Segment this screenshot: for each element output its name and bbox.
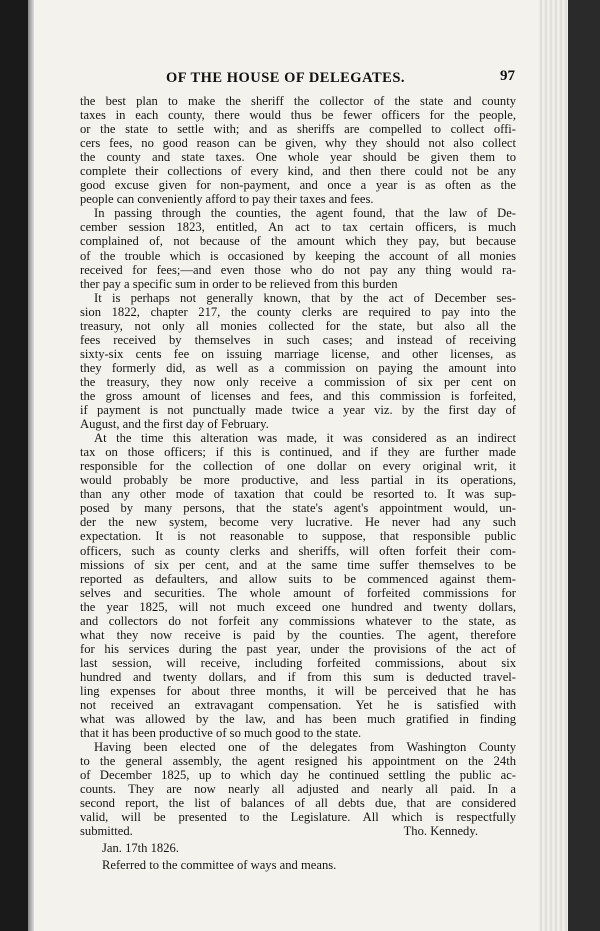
closing-signature-line <box>80 824 516 838</box>
text-line: the year 1825, will not much exceed one hundred and twenty dollars, <box>80 599 516 614</box>
text-line: than any other mode of taxation that could be resorted to. It was sup- <box>80 487 516 502</box>
text-line: expectation. It is not reasonable to suppose, that responsible public <box>80 529 516 544</box>
text-line: the best plan to make the sheriff the collector of the state and county <box>80 94 516 108</box>
date-line: Jan. 17th 1826. <box>102 841 179 856</box>
body-text <box>80 94 516 874</box>
text-line: At the time this alteration was made, it was considered as an indirect <box>94 431 516 446</box>
text-line: Having been elected one of the delegates from Washington County <box>94 740 516 755</box>
text-line: complained of, not because of the amount which they pay, but because <box>80 234 516 249</box>
text-line: treasury, not only all monies collected for the state, but also all the <box>80 318 516 333</box>
text-line: complete their collections of every kind, and then there could not be any <box>80 164 516 179</box>
text-line: missions of six per cent, and at the same time suffer themselves to be <box>80 557 516 572</box>
text-line: hundred and twenty dollars, and if from this sum is deducted travel- <box>80 669 516 684</box>
text-line: they formerly did, as well as a commission on paying the amount into <box>80 360 516 375</box>
scan-background-right <box>568 0 600 931</box>
text-line: last session, will receive, including forfeited commissions, about six <box>80 655 516 670</box>
text-line: der the new system, become very lucrative. He never had any such <box>80 515 516 530</box>
text-line: selves and securities. The whole amount of forfeited commissions for <box>80 585 516 600</box>
page-number: 97 <box>500 68 515 84</box>
submitted-text: submitted. <box>80 824 133 839</box>
text-line: and collectors do not forfeit any commissions whatever to the state, as <box>80 613 516 628</box>
text-line: counts. They are now nearly all adjusted and nearly all paid. In a <box>80 782 516 797</box>
text-line: valid, will be presented to the Legislature. All which is respectfully <box>80 810 516 825</box>
text-line: of December 1825, up to which day he continued settling the public ac- <box>80 768 516 783</box>
text-line: what they now receive is paid by the counties. The agent, therefore <box>80 627 516 642</box>
text-line: taxes in each county, there would thus be fewer officers for the people, <box>80 108 516 123</box>
text-line: cember session 1823, entitled, An act to tax certain officers, is much <box>80 220 516 235</box>
text-line: tax on those officers; if this is continued, and if they are further made <box>80 445 516 460</box>
text-line: to the general assembly, the agent resigned his appointment on the 24th <box>80 754 516 769</box>
text-line: In passing through the counties, the agent found, that the law of De- <box>94 206 516 221</box>
text-line: officers, such as county clerks and sheriffs, will often forfeit their com- <box>80 543 516 558</box>
text-line: responsible for the collection of one dollar on every original writ, it <box>80 459 516 474</box>
text-line: posed by many persons, that the state's agent's appointment would, un- <box>80 501 516 516</box>
text-line: the county and state taxes. One whole year should be given them to <box>80 150 516 165</box>
text-line: not received an extravagant compensation. Yet he is satisfied with <box>80 698 516 713</box>
text-line: for his services during the past year, under the provisions of the act of <box>80 641 516 656</box>
text-line: ling expenses for about three months, it will be perceived that he has <box>80 683 516 698</box>
text-line: cers fees, no good reason can be given, why they should not also collect <box>80 136 516 151</box>
text-line: that it has been productive of so much good to the state. <box>80 726 362 741</box>
text-line: or the state to settle with; and as sheriffs are compelled to collect offi- <box>80 122 516 137</box>
document-page <box>28 0 568 931</box>
text-line: second report, the list of balances of all debts due, that are considered <box>80 796 516 811</box>
text-line: sixty-six cents fee on issuing marriage license, and other licenses, as <box>80 346 516 361</box>
text-line: of the trouble which is occasioned by keeping the account of all monies <box>80 248 516 263</box>
text-line: good excuse given for non-payment, and once a year is as often as the <box>80 178 516 193</box>
text-line: reported as defaulters, and allow suits to be commenced against them- <box>80 571 516 586</box>
body-lines <box>80 94 516 824</box>
text-line: the treasury, they now only receive a commission of six per cent on <box>80 374 516 389</box>
text-line: ther pay a specific sum in order to be relieved from this burden <box>80 276 398 291</box>
text-line: It is perhaps not generally known, that by the act of December ses- <box>94 290 516 305</box>
binding-shadow <box>28 0 34 931</box>
signature: Tho. Kennedy. <box>403 824 478 839</box>
text-line: if payment is not punctually made twice a year viz. by the first day of <box>80 403 516 418</box>
text-line: would probably be more productive, and less partial in its operations, <box>80 473 516 488</box>
text-line: what was allowed by the law, and has been much gratified in finding <box>80 712 516 727</box>
text-line: August, and the first day of February. <box>80 417 269 432</box>
text-line: people can conveniently afford to pay their taxes and fees. <box>80 192 374 207</box>
running-header: OF THE HOUSE OF DELEGATES. <box>166 70 406 86</box>
referral-line: Referred to the committee of ways and means. <box>102 858 337 873</box>
text-line: received for fees;—and even those who do not pay any thing would ra- <box>80 262 516 277</box>
text-line: the gross amount of licenses and fees, and this commission is forfeited, <box>80 388 516 403</box>
text-line: fees received by themselves in such cases; and instead of receiving <box>80 332 516 347</box>
page-edge <box>538 0 568 931</box>
text-line: sion 1822, chapter 217, the county clerks are required to pay into the <box>80 304 516 319</box>
